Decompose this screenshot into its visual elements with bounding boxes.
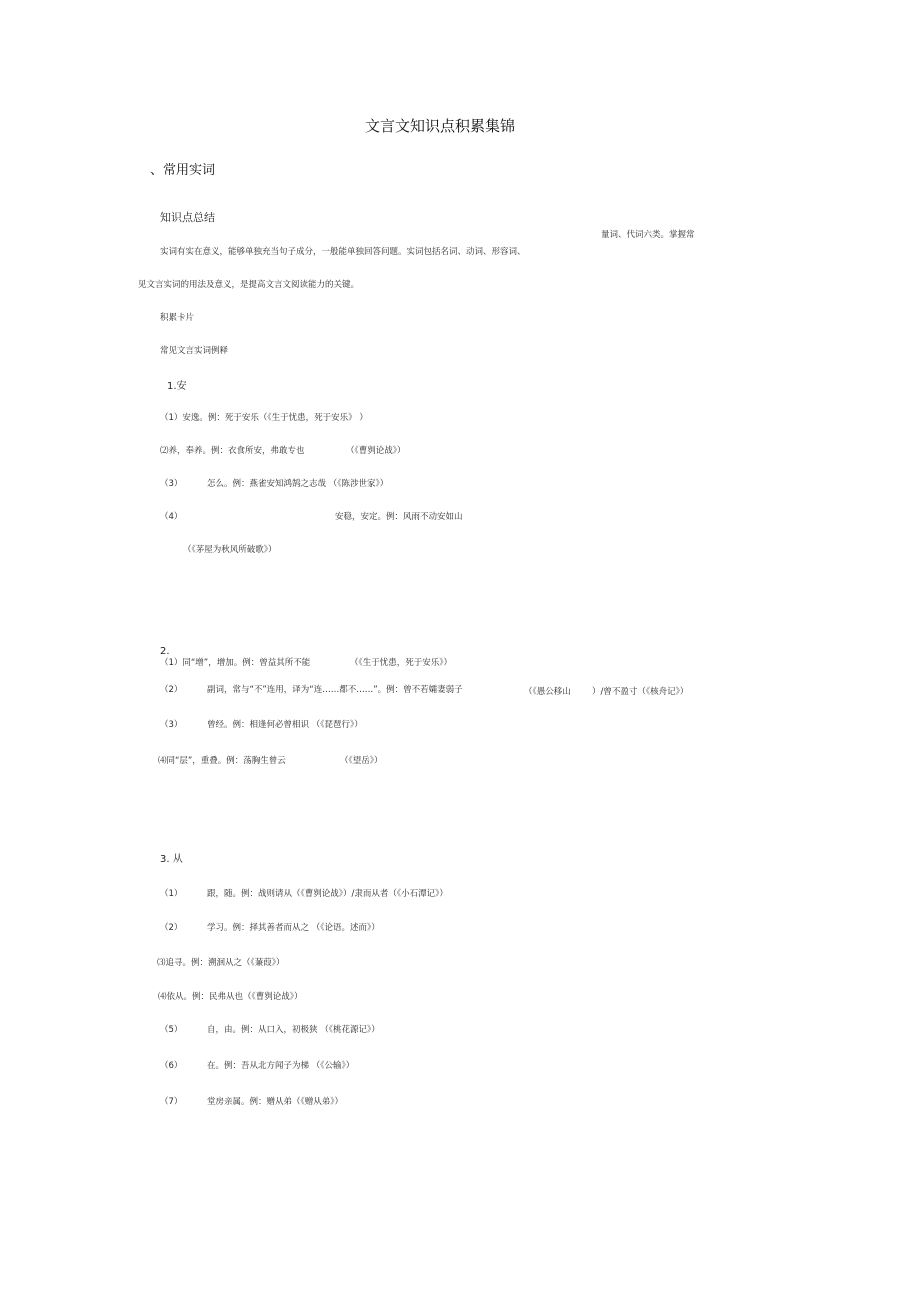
word-3-heading: 3. 从 [160, 854, 183, 865]
word-2-definition-3: 曾经。例：相逢何必曾相识 （《琵琶行》） [207, 720, 363, 730]
word-1-definition-4-source: （《茅屋为秋风所破歌》） [183, 545, 277, 555]
word-1-definition-3-number: （3） [160, 479, 183, 489]
word-3-definition-1: 跟，随。例：战则请从（《曹刿论战》）/隶而从者（《小石潭记》） [207, 889, 448, 899]
intro-text-line-1: 实词有实在意义，能够单独充当句子成分，一般能单独回答问题。实词包括名词、动词、形容词、 [160, 247, 526, 257]
word-3-definition-7: 堂房亲属。例：赠从弟（《赠从弟》） [207, 1097, 344, 1107]
word-3-definition-2-number: （2） [160, 923, 183, 933]
page-title: 文言文知识点积累集锦 [365, 117, 516, 135]
word-3-definition-3: ⑶追寻。例：溯洄从之（《蒹葭》） [157, 958, 285, 968]
word-2-definition-1: （1）同“增”，增加。例：曾益其所不能 [160, 658, 311, 668]
word-3-definition-1-number: （1） [160, 889, 183, 899]
word-2-heading: 2. [160, 646, 170, 657]
word-2-definition-4: ⑷同“层”，重叠。例：荡胸生曾云 [158, 756, 286, 766]
word-2-definition-2-source-a: （《愚公移山 [524, 687, 571, 697]
word-1-heading: 1.安 [167, 381, 187, 392]
word-3-definition-5: 自，由。例：从口入，初极狭 （《桃花源记》） [207, 1025, 380, 1035]
word-1-definition-4-number: （4） [160, 512, 183, 522]
word-1-definition-4: 安稳，安定。例：风雨不动安如山 [335, 512, 463, 522]
intro-text-right-fragment: 量词、代词六类。掌握常 [601, 230, 695, 240]
word-2-definition-2-source-b: ）/曾不盈寸（《核舟记》） [592, 687, 689, 697]
word-3-definition-6: 在。例：吾从北方闻子为梯 （《公输》） [207, 1061, 355, 1071]
examples-heading: 常见文言实词例释 [160, 346, 229, 356]
intro-text-line-2: 见文言实词的用法及意义，是提高文言文阅读能力的关键。 [138, 280, 360, 290]
word-3-definition-7-number: （7） [160, 1097, 183, 1107]
word-3-definition-2: 学习。例：择其善者而从之 （《论语。述而》） [207, 923, 380, 933]
word-2-definition-2-number: （2） [160, 685, 183, 695]
word-1-definition-3: 怎么。例：燕雀安知鸿鹄之志哉 （《陈涉世家》） [207, 479, 389, 489]
word-1-definition-2: ⑵养，奉养。例：衣食所安，弗敢专也 [160, 446, 305, 456]
word-1-definition-2-source: （《曹刿论战》） [346, 446, 406, 456]
word-3-definition-5-number: （5） [160, 1025, 183, 1035]
accumulation-card-label: 积累卡片 [160, 313, 195, 323]
word-2-definition-3-number: （3） [160, 720, 183, 730]
summary-heading: 知识点总结 [160, 211, 215, 224]
word-2-definition-4-source: （《望岳》） [340, 756, 383, 766]
word-2-definition-1-source: （《生于忧患，死于安乐》） [350, 658, 453, 668]
word-3-definition-4: ⑷依从。例：民弗从也（《曹刿论战》） [158, 992, 303, 1002]
word-2-definition-2: 副词，常与“不”连用，译为“连……都不……”。例：曾不若孀妻弱子 [207, 685, 463, 695]
word-1-definition-1: （1）安逸。例：死于安乐（《生于忧患，死于安乐》 ） [160, 413, 368, 423]
section-heading-common-content-words: 、常用实词 [150, 163, 216, 178]
word-3-definition-6-number: （6） [160, 1061, 183, 1071]
